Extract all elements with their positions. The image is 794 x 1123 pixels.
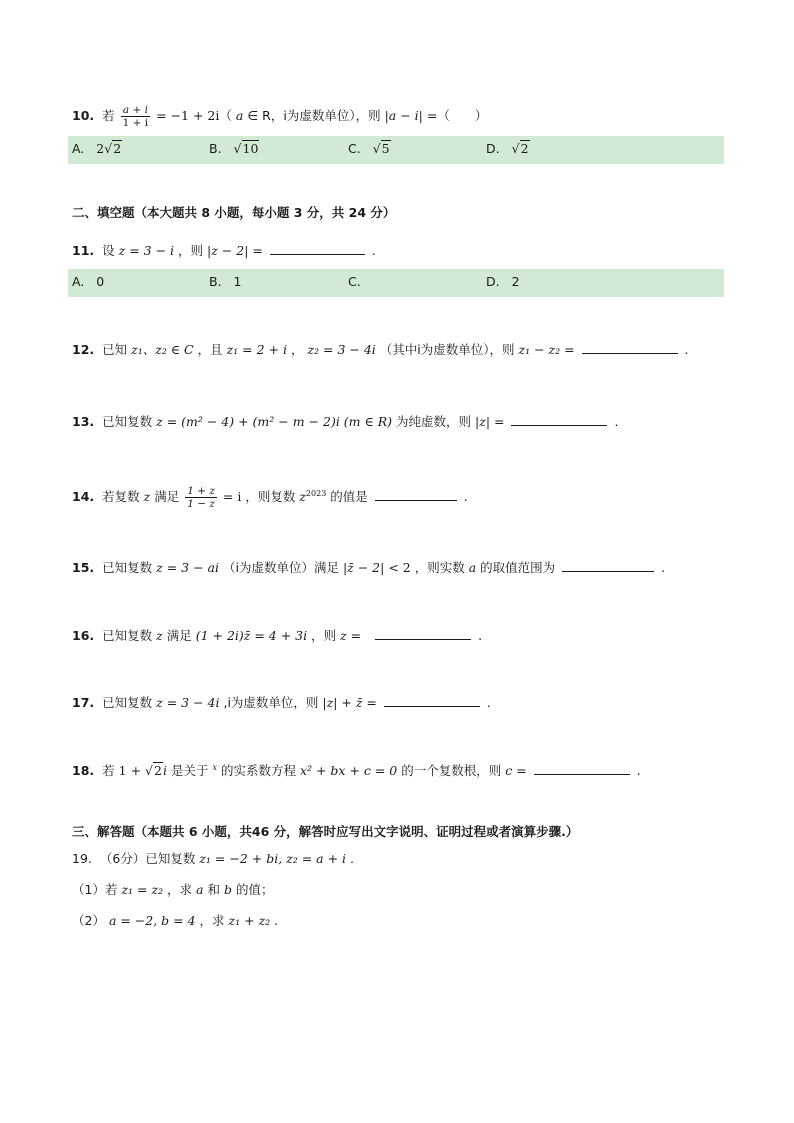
option-value: 2 <box>511 274 520 289</box>
q19-p1-a: a <box>196 882 204 897</box>
question-14 <box>72 485 724 510</box>
sqrt-radicand: 2 <box>113 141 122 156</box>
q14-eq: = i <box>222 489 242 504</box>
answer-blank[interactable] <box>384 693 480 707</box>
q19-p2-mid: ，求 <box>199 913 225 928</box>
q18-end: . <box>636 763 641 778</box>
question-15 <box>72 558 724 578</box>
q11-end: . <box>371 243 376 258</box>
q13-abs-content: z <box>479 414 486 429</box>
q19-p2-expr: a = −2, b = 4 <box>108 913 196 928</box>
q14-frac-den: 1 − z <box>187 498 215 510</box>
question-number: 17. <box>72 695 95 710</box>
section-2-heading: 二、填空题（本大题共 8 小题，每小题 3 分，共 24 分） <box>72 205 396 220</box>
q11-abs: |z − 2| <box>207 243 249 258</box>
q14-fraction <box>185 485 217 510</box>
option-b[interactable] <box>209 274 242 289</box>
q18-e-pre: 1 + <box>118 763 142 778</box>
question-18 <box>72 761 724 781</box>
sqrt-radicand: 2 <box>154 763 162 778</box>
q18-eq: x² + bx + c = 0 <box>299 763 398 778</box>
answer-blank[interactable] <box>534 761 630 775</box>
sqrt-expression: √2 <box>145 763 162 778</box>
q19-score: （6分）已知复数 <box>99 851 196 866</box>
question-11 <box>72 241 724 261</box>
option-label: B. <box>209 274 222 289</box>
q15-end: . <box>661 560 666 575</box>
question-13 <box>72 412 724 432</box>
q16-expr: (1 + 2i)z̄ = 4 + 3i <box>195 628 308 643</box>
question-19 <box>72 849 724 869</box>
q15-mid1: （i为虚数单位）满足 <box>222 560 339 575</box>
question-10 <box>72 104 724 129</box>
q19-p2-e: z₁ + z₂ <box>228 913 271 928</box>
answer-blank[interactable] <box>375 626 471 640</box>
q15-abs-content: z̄ − 2 <box>347 560 381 575</box>
option-label: D. <box>486 141 500 156</box>
option-label: D. <box>486 274 500 289</box>
q19-p2-label: （2） <box>72 913 105 928</box>
option-value: 0 <box>96 274 105 289</box>
q19-p1-mid: ，求 <box>167 882 193 897</box>
q14-base: z <box>299 489 306 504</box>
q14-end: . <box>463 489 468 504</box>
q18-pre: 若 <box>102 763 115 778</box>
q11-options <box>68 269 724 297</box>
q13-expr: z = (m² − 4) + (m² − m − 2)i (m ∈ R) <box>156 414 393 429</box>
q11-mid: ，则 <box>178 243 204 258</box>
q19-p1-expr: z₁ = z₂ <box>121 882 164 897</box>
q14-exp: 2023 <box>305 488 327 498</box>
q17-abs: |z| <box>322 695 338 710</box>
option-d[interactable] <box>486 274 520 289</box>
q14-mid3: 的值是 <box>330 489 368 504</box>
sqrt-radicand: 2 <box>520 141 529 156</box>
q15-mid3: 的取值范围为 <box>480 560 556 575</box>
q17-tail: + z̄ = <box>341 695 377 710</box>
question-number: 16. <box>72 628 95 643</box>
option-c[interactable] <box>348 274 369 289</box>
q18-e2: c = <box>505 763 527 778</box>
q18-mid1: 是关于 <box>170 763 209 778</box>
q10-pre: 若 <box>102 108 115 123</box>
q12-mid2: （其中i为虚数单位），则 <box>379 342 515 357</box>
q10-tail: =（ ） <box>426 108 488 123</box>
q11-pre: 设 <box>102 243 115 258</box>
q15-ineq: < 2 <box>388 560 411 575</box>
q13-pre: 已知复数 <box>102 414 153 429</box>
option-b[interactable] <box>209 141 259 156</box>
q12-e3: z₁ − z₂ = <box>518 342 575 357</box>
q19-expr: z₁ = −2 + bi, z₂ = a + i <box>199 851 347 866</box>
q13-abs: |z| <box>475 414 491 429</box>
q12-comma: ， <box>290 342 304 357</box>
q13-tail: = <box>494 414 505 429</box>
q18-var: x <box>212 762 217 772</box>
q11-expr: z = 3 − i <box>118 243 175 258</box>
option-label: C. <box>348 274 361 289</box>
q13-mid: 为纯虚数，则 <box>396 414 472 429</box>
q18-mid2: 的实系数方程 <box>220 763 296 778</box>
question-number: 12. <box>72 342 95 357</box>
q16-end: . <box>478 628 483 643</box>
sqrt-expression: √10 <box>233 141 259 156</box>
q17-expr: z = 3 − 4i <box>156 695 220 710</box>
option-label: C. <box>348 141 361 156</box>
answer-blank[interactable] <box>582 340 678 354</box>
answer-blank[interactable] <box>511 412 607 426</box>
sqrt-expression: √5 <box>372 141 390 156</box>
question-number: 19. <box>72 851 92 866</box>
question-12 <box>72 340 724 360</box>
option-a[interactable] <box>72 274 104 289</box>
q16-pre: 已知复数 <box>102 628 153 643</box>
q12-mid1: ，且 <box>197 342 223 357</box>
q17-abs-content: z <box>326 695 334 710</box>
question-16 <box>72 626 724 646</box>
q15-abs: |z̄ − 2| <box>342 560 385 575</box>
answer-blank[interactable] <box>375 487 457 501</box>
q14-mid2: ，则复数 <box>245 489 296 504</box>
q10-frac-num: a + i <box>121 104 151 117</box>
q16-var: z <box>156 628 163 643</box>
sqrt-coef: 2 <box>96 141 105 156</box>
q14-var: z <box>143 489 151 504</box>
option-d[interactable] <box>486 141 530 156</box>
q19-end: . <box>350 851 354 866</box>
q10-fraction <box>121 104 151 129</box>
question-17 <box>72 693 724 713</box>
answer-blank[interactable] <box>562 558 654 572</box>
q11-tail: = <box>252 243 263 258</box>
question-19-part-1 <box>72 880 724 900</box>
option-a[interactable] <box>72 141 122 156</box>
q19-p1-b: b <box>223 882 232 897</box>
question-number: 15. <box>72 560 95 575</box>
question-number: 10. <box>72 108 95 123</box>
option-label: B. <box>209 141 222 156</box>
sqrt-expression: 2√2 <box>96 141 122 156</box>
sqrt-radicand: 5 <box>381 141 390 156</box>
q10-cond-var: a <box>235 108 244 123</box>
q17-end: . <box>486 695 491 710</box>
q11-abs-content: z − 2 <box>211 243 245 258</box>
q15-expr: z = 3 − ai <box>156 560 219 575</box>
q17-pre: 已知复数 <box>102 695 153 710</box>
q19-p2-end: . <box>274 913 279 928</box>
q19-p1-tail: 的值； <box>235 882 274 897</box>
q10-options <box>68 136 724 164</box>
option-c[interactable] <box>348 141 391 156</box>
question-19-part-2 <box>72 911 724 931</box>
q16-mid1: 满足 <box>166 628 192 643</box>
q15-mid2: ，则实数 <box>414 560 465 575</box>
q16-mid2: ，则 <box>311 628 337 643</box>
q14-frac-num: 1 + z <box>187 485 215 497</box>
q17-mid1: ,i为虚数单位，则 <box>223 695 319 710</box>
option-value: 1 <box>233 274 242 289</box>
q10-cond-rest: ∈ R，i为虚数单位），则 <box>247 108 381 123</box>
q12-e1: z₁ = 2 + i <box>226 342 287 357</box>
q12-pre: 已知 <box>102 342 128 357</box>
question-number: 14. <box>72 489 95 504</box>
option-label: A. <box>72 274 85 289</box>
q10-eq: = −1 + 2i（ <box>156 108 232 123</box>
q13-end: . <box>614 414 619 429</box>
q15-var: a <box>468 560 477 575</box>
option-label: A. <box>72 141 85 156</box>
q12-end: . <box>684 342 689 357</box>
q18-e-post: i <box>162 763 167 778</box>
q16-e2: z = <box>340 628 362 643</box>
q10-abs-content: a − i <box>388 108 419 123</box>
q15-pre: 已知复数 <box>102 560 153 575</box>
q10-abs: |a − i| <box>384 108 423 123</box>
q12-vars: z₁、z₂ ∈ C <box>131 342 194 357</box>
q18-mid3: 的一个复数根，则 <box>401 763 502 778</box>
question-number: 18. <box>72 763 95 778</box>
answer-blank[interactable] <box>270 241 365 255</box>
q12-e2: z₂ = 3 − 4i <box>307 342 376 357</box>
section-3-heading: 三、解答题（本题共 6 小题，共46 分，解答时应写出文字说明、证明过程或者演算步骤.） <box>72 824 579 839</box>
q19-p1-and: 和 <box>207 882 220 897</box>
sqrt-expression: √2 <box>511 141 529 156</box>
question-number: 11. <box>72 243 95 258</box>
sqrt-radicand: 10 <box>242 141 259 156</box>
q10-frac-den: 1 + i <box>122 117 149 129</box>
q19-p1-label: （1）若 <box>72 882 118 897</box>
q14-pre: 若复数 <box>102 489 140 504</box>
question-number: 13. <box>72 414 95 429</box>
q14-mid1: 满足 <box>154 489 180 504</box>
